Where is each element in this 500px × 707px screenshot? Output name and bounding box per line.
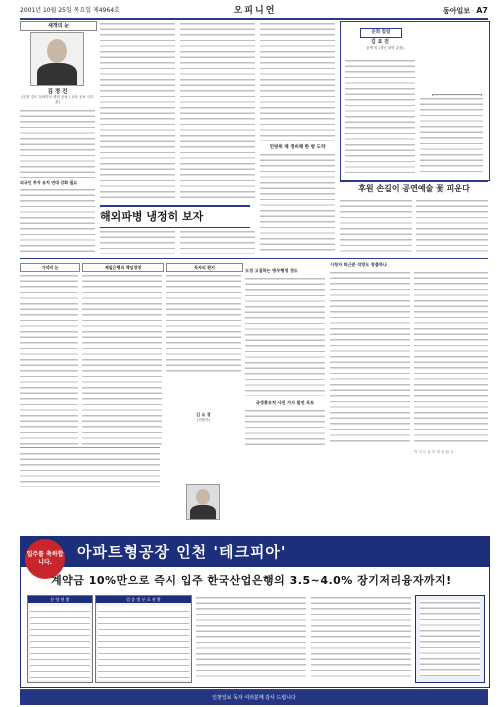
author-suit-icon bbox=[37, 63, 77, 86]
ad-headline: 아파트형공장 인천 '테크피아' bbox=[77, 543, 287, 561]
ad-table-b-cells bbox=[98, 606, 189, 680]
page-number: A7 bbox=[476, 6, 488, 15]
photo-caption: 김 요 경 bbox=[196, 412, 211, 417]
left-heading: 새개의 눈 bbox=[47, 23, 70, 29]
ad-table-a bbox=[27, 595, 93, 683]
center-right-column-text bbox=[260, 21, 335, 141]
ad-subline: 계약금 10%만으로 즉시 입주 한국산업은행의 3.5~4.0% 장기저리융자까지! bbox=[51, 574, 452, 587]
section-divider bbox=[20, 258, 488, 259]
lower-right-headline: 후원 손길이 공연예술 꽃 피운다 bbox=[340, 180, 488, 196]
lower-text-1 bbox=[20, 273, 78, 445]
left-column-text-2 bbox=[20, 187, 95, 252]
paper-name: 동아일보 bbox=[442, 7, 470, 15]
reader-suit-icon bbox=[190, 505, 216, 520]
author-photo bbox=[30, 32, 84, 86]
left-subhead: 외국인 투자 유치 연대 강화 필요 bbox=[20, 180, 78, 185]
middle-column-text-2 bbox=[100, 229, 175, 254]
lower-text-5 bbox=[330, 270, 410, 442]
author-name: 김 정 진 bbox=[47, 89, 68, 95]
ad-table-a-cells bbox=[30, 606, 90, 680]
ad-table-b-title: 업 종 별 분 포 현 황 bbox=[96, 596, 191, 603]
center-right-column-text-2 bbox=[260, 152, 335, 254]
issue-date: 2001년 10월 25일 목요일 제4964호 bbox=[20, 7, 120, 14]
ad-table-a-title: 분 양 현 황 bbox=[28, 596, 92, 603]
reader-face-icon bbox=[196, 489, 210, 505]
mid-caption-7: 이 거 트 동 모 직 공 원 시 bbox=[414, 450, 454, 454]
lower-text-4 bbox=[245, 276, 325, 396]
mid-caption-1: 가석비 논 bbox=[20, 263, 80, 272]
contact-box bbox=[20, 447, 160, 488]
lower-text-7 bbox=[245, 408, 325, 448]
culture-column-author: 김 요 진 bbox=[371, 39, 389, 45]
lower-text-3 bbox=[166, 273, 241, 373]
advertisement[interactable] bbox=[20, 536, 490, 688]
page-header bbox=[20, 4, 488, 20]
culture-column-byline: 윤병 외 (경인 대학 총장) bbox=[366, 46, 404, 50]
photo-caption-2: (전환사) bbox=[197, 418, 210, 422]
section-title: 오피니언 bbox=[233, 6, 277, 16]
author-face-icon bbox=[47, 39, 67, 63]
lower-right-text-1 bbox=[340, 198, 412, 254]
ad-table-b bbox=[95, 595, 192, 683]
center-column-text-2 bbox=[180, 229, 255, 254]
ad-contact-panel bbox=[415, 595, 485, 683]
sub-headline: 민방위 제 정비해 한 방 도약 bbox=[269, 145, 326, 150]
mid-caption-3: 독자의 편지 bbox=[166, 263, 243, 272]
spacer bbox=[300, 21, 301, 22]
main-headline: 해외파병 냉정히 보자 bbox=[100, 205, 250, 228]
lower-text-6 bbox=[414, 270, 488, 442]
ad-badge: 입주를 축하합니다. bbox=[25, 539, 65, 579]
reader-photo bbox=[186, 484, 220, 520]
ad-body-text-2 bbox=[311, 595, 411, 681]
culture-column-text-2 bbox=[420, 96, 483, 173]
mid-caption-4: 도정 고집하는 병무행정 정도 bbox=[245, 268, 298, 273]
lower-right-text-2 bbox=[416, 198, 488, 254]
middle-column-text bbox=[100, 21, 175, 201]
author-caption: (인천 강도 실에자치 센터 공용 / 교육 공보 사무관) bbox=[21, 95, 94, 104]
center-column-text bbox=[180, 21, 255, 201]
culture-column-tag: 문화 칼럼 bbox=[360, 28, 402, 38]
ad-body-text-1 bbox=[196, 595, 306, 681]
ad-contact-text bbox=[420, 600, 480, 676]
left-heading-box bbox=[20, 21, 97, 31]
left-column-text bbox=[20, 108, 95, 178]
mid-caption-6: 국정홍보처 사진 가사 발전 포토 bbox=[255, 400, 315, 405]
mid-caption-2: 제일은행의 책임경영 bbox=[82, 263, 164, 272]
contact-lines bbox=[20, 451, 160, 487]
lower-text-2 bbox=[82, 273, 162, 445]
culture-column-text-1 bbox=[345, 58, 415, 173]
mid-caption-5: 시청자 퇴근문 석방도 창출하나 bbox=[330, 262, 387, 267]
page-footer: 인천일보 독자 여러분께 감사 드립니다 bbox=[20, 689, 488, 705]
